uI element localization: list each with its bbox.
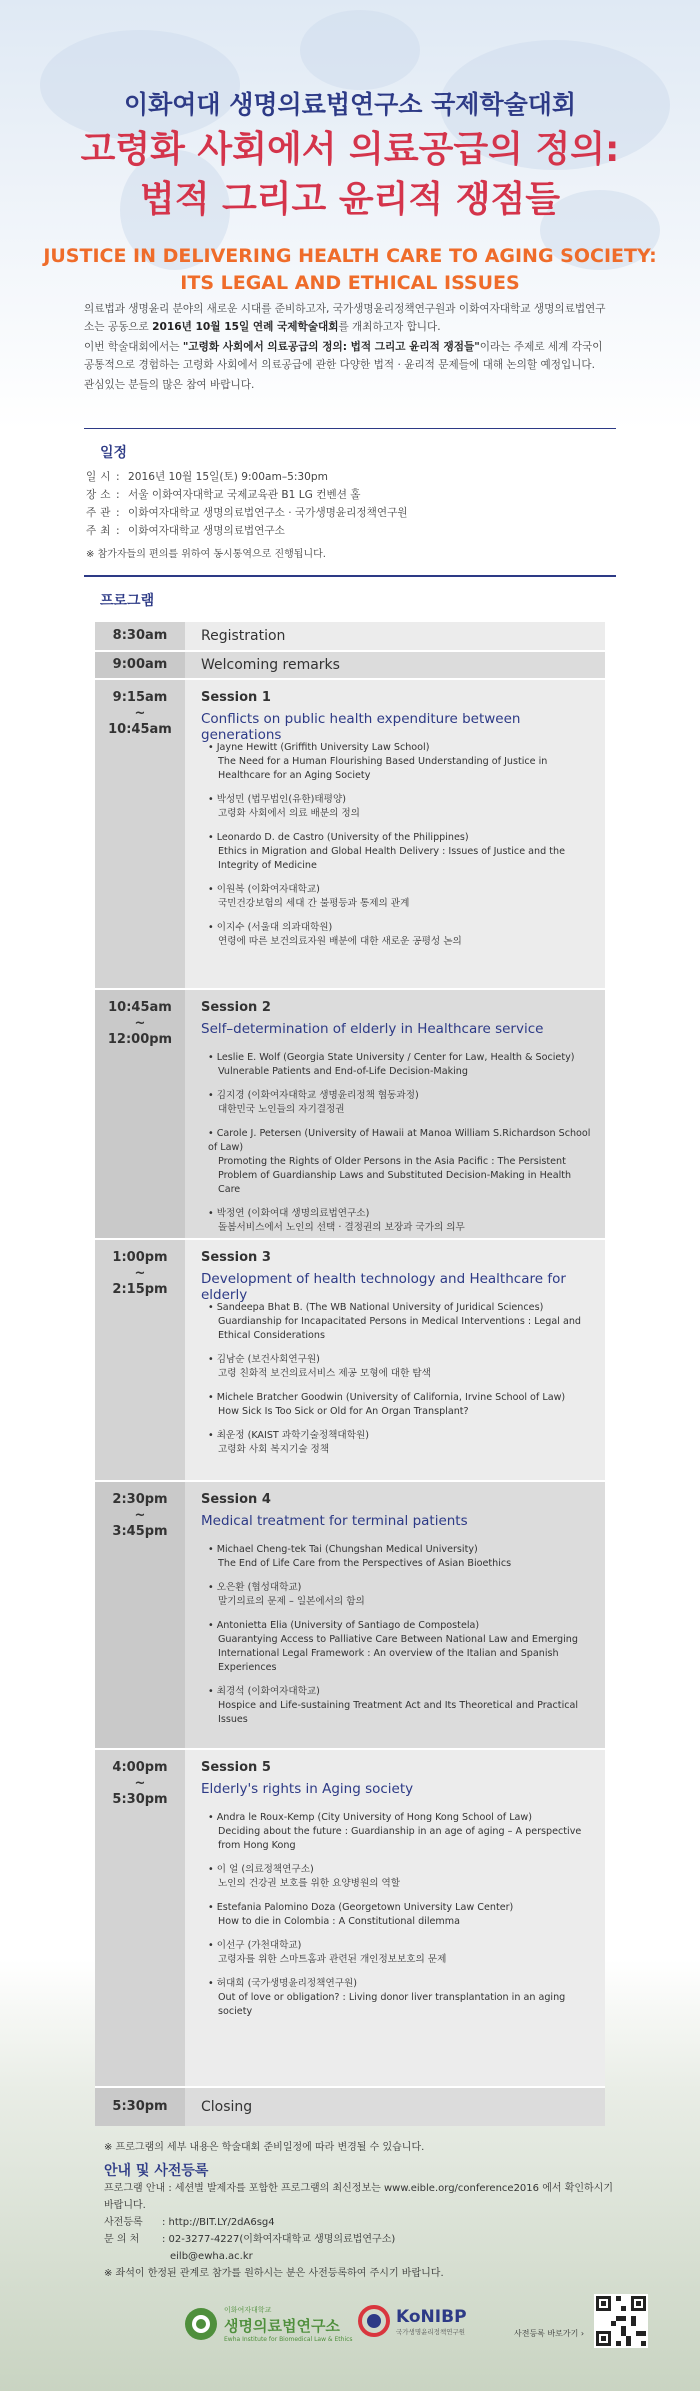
talk-item: • 이지수 (서울대 의과대학원) 연령에 따른 보건의료자원 배분에 대한 새로운 공평성 논의 xyxy=(208,922,462,947)
session-block xyxy=(95,990,605,1238)
contact-email-row xyxy=(104,2248,624,2265)
session-name: Session 3 xyxy=(201,1250,271,1265)
schedule-note: ※ 참가자들의 편의를 위하여 동시통역으로 진행됩니다. xyxy=(86,549,326,560)
session-theme: Development of health technology and Healthcare for elderly xyxy=(201,1271,566,1303)
session-name: Session 5 xyxy=(201,1760,271,1775)
intro-paragraph: 이번 학술대회에서는 "고령화 사회에서 의료공급의 정의: 법적 그리고 윤리적 쟁점들"이라는 주제로 세계 각국이 공통적으로 경험하는 고령화 사회에서 의료공급에 관한 다양한 법적 · 윤리적 문제들에 대해 논의할 예정입니다. xyxy=(84,341,603,371)
session-theme: Self–determination of elderly in Healthcare service xyxy=(201,1021,544,1037)
program-heading: 프로그램 xyxy=(100,593,155,609)
schedule-row: 주최 : 이화여자대학교 생명의료법연구소 xyxy=(86,525,285,537)
program-row-welcoming: 9:00am Welcoming remarks xyxy=(95,652,605,678)
program-info: 프로그램 안내 : 세션별 발제자를 포함한 프로그램의 최신정보는 www.eible.org/conference2016 에서 확인하시기 바랍니다. xyxy=(104,2183,613,2211)
schedule-info xyxy=(86,468,606,564)
schedule-row: 장소 : 서울 이화여자대학교 국제교육관 B1 LG 컨벤션 홀 xyxy=(86,489,361,501)
talk-item: • 이선구 (가천대학교) 고령자를 위한 스마트홈과 관련된 개인정보보호의 문제 xyxy=(208,1940,447,1965)
registration-link[interactable]: : http://BIT.LY/2dA6sg4 xyxy=(162,2217,275,2228)
qr-label: 사전등록 바로가기 › xyxy=(514,2329,585,2338)
registration-guide xyxy=(104,2180,624,2282)
session-time: 4:00pm ~ 5:30pm xyxy=(112,1760,168,1807)
talk-item: • Leonardo D. de Castro (University of the Philippines) Ethics in Migration and Global Health Delivery : Issues of Justice and the Integrity of Medicine xyxy=(208,832,565,871)
world-map-shape xyxy=(300,10,420,90)
talk-item: • Michael Cheng-tek Tai (Chungshan Medical University) The End of Life Care from the Perspectives of Asian Bioethics xyxy=(208,1544,512,1569)
talk-item: • 최경석 (이화여자대학교) Hospice and Life-sustaining Treatment Act and Its Theoretical and Practical Issues xyxy=(208,1686,579,1725)
talk-item: • 이원복 (이화여자대학교) 국민건강보험의 세대 간 불평등과 통제의 관계 xyxy=(208,884,410,909)
talk-item: • Carole J. Petersen (University of Hawaii at Manoa William S.Richardson School of Law) Promoting the Rights of Older Persons in the Asia Pacific : The Persistent Problem of Guardianship Laws and Substituted Decision-Making in Health Care xyxy=(208,1128,591,1195)
schedule-row: 주관 : 이화여자대학교 생명의료법연구소 · 국가생명윤리정책연구원 xyxy=(86,507,408,519)
talk-item: • Antonietta Elia (University of Santiago de Compostela) Guarantying Access to Palliative Care Between National Law and Emerging International Legal Framework : An overview of the Italian and Spanish Experiences xyxy=(208,1620,578,1673)
section-divider xyxy=(84,428,616,429)
session-theme: Conflicts on public health expenditure between generations xyxy=(201,711,521,743)
session-name: Session 1 xyxy=(201,690,271,705)
registration-note: ※ 좌석이 한정된 관계로 참가를 원하시는 분은 사전등록하여 주시기 바랍니다. xyxy=(104,2268,444,2279)
session-talks xyxy=(208,741,593,959)
talk-item: • 박정연 (이화여대 생명의료법연구소) 돌봄서비스에서 노인의 선택 · 결정권의 보장과 국가의 의무 xyxy=(208,1208,465,1233)
talk-item: • Michele Bratcher Goodwin (University of California, Irvine School of Law) How Sick Is Too Sick or Old for An Organ Transplant? xyxy=(208,1392,566,1417)
intro-paragraph: 관심있는 분들의 많은 참여 바랍니다. xyxy=(84,379,255,391)
session-talks xyxy=(208,1543,593,1737)
schedule-heading: 일정 xyxy=(100,445,128,461)
conference-title: 고령화 사회에서 의료공급의 정의: 법적 그리고 윤리적 쟁점들 xyxy=(80,129,620,220)
qr-code-icon[interactable] xyxy=(594,2294,648,2348)
talk-item: • 이 얼 (의료정책연구소) 노인의 건강권 보호를 위한 요양병원의 역할 xyxy=(208,1864,401,1889)
talk-item: • 김지경 (이화여자대학교 생명윤리정책 협동과정) 대한민국 노인들의 자기결정권 xyxy=(208,1090,419,1115)
session-block xyxy=(95,1750,605,2086)
guide-heading: 안내 및 사전등록 xyxy=(104,2163,209,2179)
talk-item: • Andra le Roux-Kemp (City University of Hong Kong School of Law) Deciding about the future : Guardianship in an age of aging – A perspective from Hong Kong xyxy=(208,1812,582,1851)
talk-item: • Leslie E. Wolf (Georgia State University / Center for Law, Health & Society) Vulnerable Patients and End-of-Life Decision-Making xyxy=(208,1052,575,1077)
talk-item: • 박성민 (법무법인(유한)태평양) 고령화 사회에서 의료 배분의 정의 xyxy=(208,794,360,819)
konibp-logo: KoNIBP 국가생명윤리정책연구원 xyxy=(358,2305,467,2337)
talk-item: • 김남순 (보건사회연구원) 고령 친화적 보건의료서비스 제공 모형에 대한 탐색 xyxy=(208,1354,431,1379)
program-table xyxy=(95,622,605,2126)
session-talks xyxy=(208,1051,593,1245)
session-block xyxy=(95,680,605,988)
session-time: 2:30pm ~ 3:45pm xyxy=(112,1492,168,1539)
intro-paragraph: 의료법과 생명윤리 분야의 새로운 시대를 준비하고자, 국가생명윤리정책연구원과 이화여자대학교 생명의료법연구소는 공동으로 2016년 10월 15일 연례 국제학술대회를 개최하고자 합니다. xyxy=(84,303,606,333)
konibp-emblem-icon xyxy=(358,2305,390,2337)
session-time: 10:45am ~ 12:00pm xyxy=(107,1000,173,1047)
section-divider xyxy=(84,575,616,577)
session-talks xyxy=(208,1301,593,1467)
talk-item: • Estefania Palomino Doza (Georgetown University Law Center) How to die in Colombia : A Constitutional dilemma xyxy=(208,1902,514,1927)
intro-text xyxy=(84,300,614,396)
session-theme: Medical treatment for terminal patients xyxy=(201,1513,468,1529)
session-talks xyxy=(208,1811,593,2029)
ewha-emblem-icon xyxy=(184,2307,218,2341)
session-time: 1:00pm ~ 2:15pm xyxy=(112,1250,168,1297)
talk-item: • 허대희 (국가생명윤리정책연구원) Out of love or obligation? : Living donor liver transplantation in an aging society xyxy=(208,1978,566,2017)
program-row-closing: 5:30pm Closing xyxy=(95,2088,605,2126)
session-time: 9:15am ~ 10:45am xyxy=(108,690,172,737)
talk-item: • 오은환 (협성대학교) 말기의료의 문제 – 일본에서의 함의 xyxy=(208,1582,365,1607)
talk-item: • 최운정 (KAIST 과학기술정책대학원) 고령화 사회 복지기술 정책 xyxy=(208,1430,369,1455)
program-note: ※ 프로그램의 세부 내용은 학술대회 준비일정에 따라 변경될 수 있습니다. xyxy=(104,2142,425,2153)
conference-title-english: JUSTICE IN DELIVERING HEALTH CARE TO AGING SOCIETY: ITS LEGAL AND ETHICAL ISSUES xyxy=(43,245,657,294)
session-theme: Elderly's rights in Aging society xyxy=(201,1781,414,1797)
poster-header xyxy=(0,85,700,297)
session-name: Session 2 xyxy=(201,1000,271,1015)
conference-subtitle: 이화여대 생명의료법연구소 국제학술대회 xyxy=(123,90,577,119)
session-block xyxy=(95,1240,605,1480)
contact-row: 문 의 처 : 02-3277-4227(이화여자대학교 생명의료법연구소) xyxy=(104,2234,396,2245)
registration-row: 사전등록 : http://BIT.LY/2dA6sg4 xyxy=(104,2214,624,2231)
ewha-institute-logo: 이화여자대학교 생명의료법연구소 Ewha Institute for Biomedical Law & Ethics xyxy=(184,2305,353,2343)
talk-item: • Jayne Hewitt (Griffith University Law School) The Need for a Human Flourishing Based Understanding of Justice in Healthcare for an Aging Society xyxy=(208,742,548,781)
program-row-registration: 8:30am Registration xyxy=(95,622,605,650)
session-block xyxy=(95,1482,605,1748)
talk-item: • Sandeepa Bhat B. (The WB National University of Juridical Sciences) Guardianship for Incapacitated Persons in Medical Interventions : Legal and Ethical Considerations xyxy=(208,1302,582,1341)
schedule-row: 일시 : 2016년 10월 15일(토) 9:00am–5:30pm xyxy=(86,471,328,483)
session-name: Session 4 xyxy=(201,1492,271,1507)
contact-email[interactable]: eilb@ewha.ac.kr xyxy=(170,2251,253,2262)
